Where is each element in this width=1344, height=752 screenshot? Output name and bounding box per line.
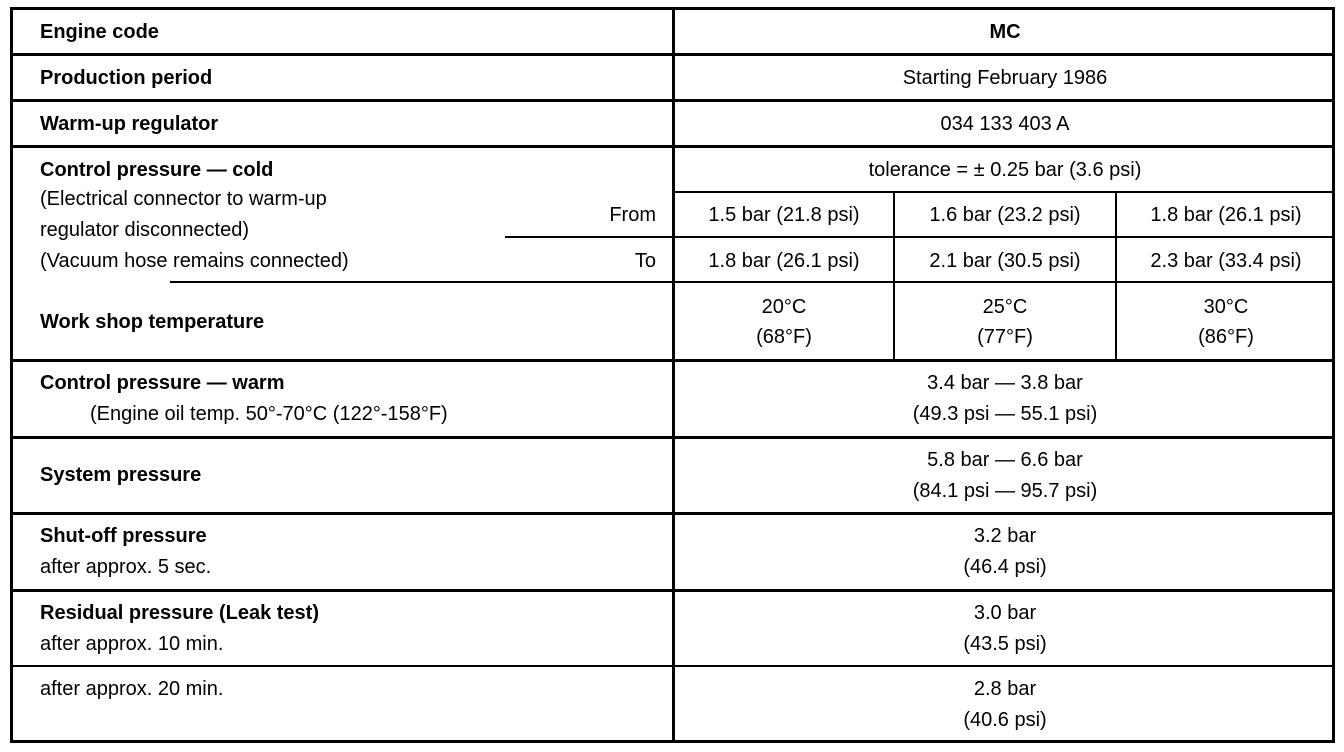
from-value: 1.5 bar (21.8 psi) <box>708 204 860 226</box>
control-pressure-warm-note: (Engine oil temp. 50°-70°C (122°-158°F) <box>90 403 448 425</box>
tolerance-value: tolerance = ± 0.25 bar (3.6 psi) <box>868 159 1142 181</box>
row-divider <box>170 281 1335 283</box>
workshop-temperature-label: Work shop temperature <box>40 311 265 333</box>
temperature-celsius: 20°C <box>761 296 807 318</box>
engine-code-value: MC <box>989 21 1021 43</box>
from-value: 1.6 bar (23.2 psi) <box>929 204 1081 226</box>
row-divider <box>10 145 1335 148</box>
production-period-value: Starting February 1986 <box>902 67 1108 89</box>
from-label: From <box>609 204 656 226</box>
residual-pressure-note-20min: after approx. 20 min. <box>40 678 224 700</box>
control-pressure-warm-label: Control pressure — warm <box>40 372 285 394</box>
row-divider <box>10 359 1335 362</box>
production-period-label: Production period <box>40 67 213 89</box>
residual-pressure-value-10min: 3.0 bar <box>973 602 1037 624</box>
engine-code-label: Engine code <box>40 21 159 43</box>
control-pressure-warm-value: 3.4 bar — 3.8 bar <box>927 372 1083 394</box>
to-value: 2.3 bar (33.4 psi) <box>1150 250 1302 272</box>
shut-off-pressure-note: after approx. 5 sec. <box>40 556 212 578</box>
residual-pressure-note-10min: after approx. 10 min. <box>40 633 224 655</box>
control-pressure-cold-note: regulator disconnected) <box>40 219 250 241</box>
temperature-celsius: 25°C <box>982 296 1028 318</box>
residual-pressure-value-20min: (40.6 psi) <box>963 709 1047 731</box>
to-label: To <box>634 250 656 272</box>
system-pressure-label: System pressure <box>40 464 202 486</box>
temperature-fahrenheit: (68°F) <box>756 326 812 348</box>
from-value: 1.8 bar (26.1 psi) <box>1150 204 1302 226</box>
row-divider <box>505 236 1335 238</box>
system-pressure-value: (84.1 psi — 95.7 psi) <box>912 480 1098 502</box>
temperature-fahrenheit: (77°F) <box>977 326 1033 348</box>
residual-pressure-value-20min: 2.8 bar <box>973 678 1037 700</box>
shut-off-pressure-label: Shut-off pressure <box>40 525 207 547</box>
warm-up-regulator-value: 034 133 403 A <box>940 113 1070 135</box>
control-pressure-cold-label: Control pressure — cold <box>40 159 274 181</box>
to-value: 1.8 bar (26.1 psi) <box>708 250 860 272</box>
row-divider <box>10 436 1335 439</box>
temperature-fahrenheit: (86°F) <box>1198 326 1254 348</box>
residual-pressure-value-10min: (43.5 psi) <box>963 633 1047 655</box>
row-divider <box>10 99 1335 102</box>
system-pressure-value: 5.8 bar — 6.6 bar <box>927 449 1083 471</box>
row-divider <box>672 191 1335 193</box>
residual-pressure-label: Residual pressure (Leak test) <box>40 602 319 624</box>
row-divider <box>10 589 1335 592</box>
control-pressure-cold-note: (Electrical connector to warm-up <box>40 188 327 210</box>
row-divider <box>10 53 1335 56</box>
row-divider <box>10 665 1335 667</box>
to-value: 2.1 bar (30.5 psi) <box>929 250 1081 272</box>
shut-off-pressure-value: (46.4 psi) <box>963 556 1047 578</box>
row-divider <box>10 512 1335 515</box>
control-pressure-cold-note: (Vacuum hose remains connected) <box>40 250 349 272</box>
warm-up-regulator-label: Warm-up regulator <box>40 113 219 135</box>
temperature-celsius: 30°C <box>1203 296 1249 318</box>
shut-off-pressure-value: 3.2 bar <box>973 525 1037 547</box>
control-pressure-warm-value: (49.3 psi — 55.1 psi) <box>912 403 1098 425</box>
